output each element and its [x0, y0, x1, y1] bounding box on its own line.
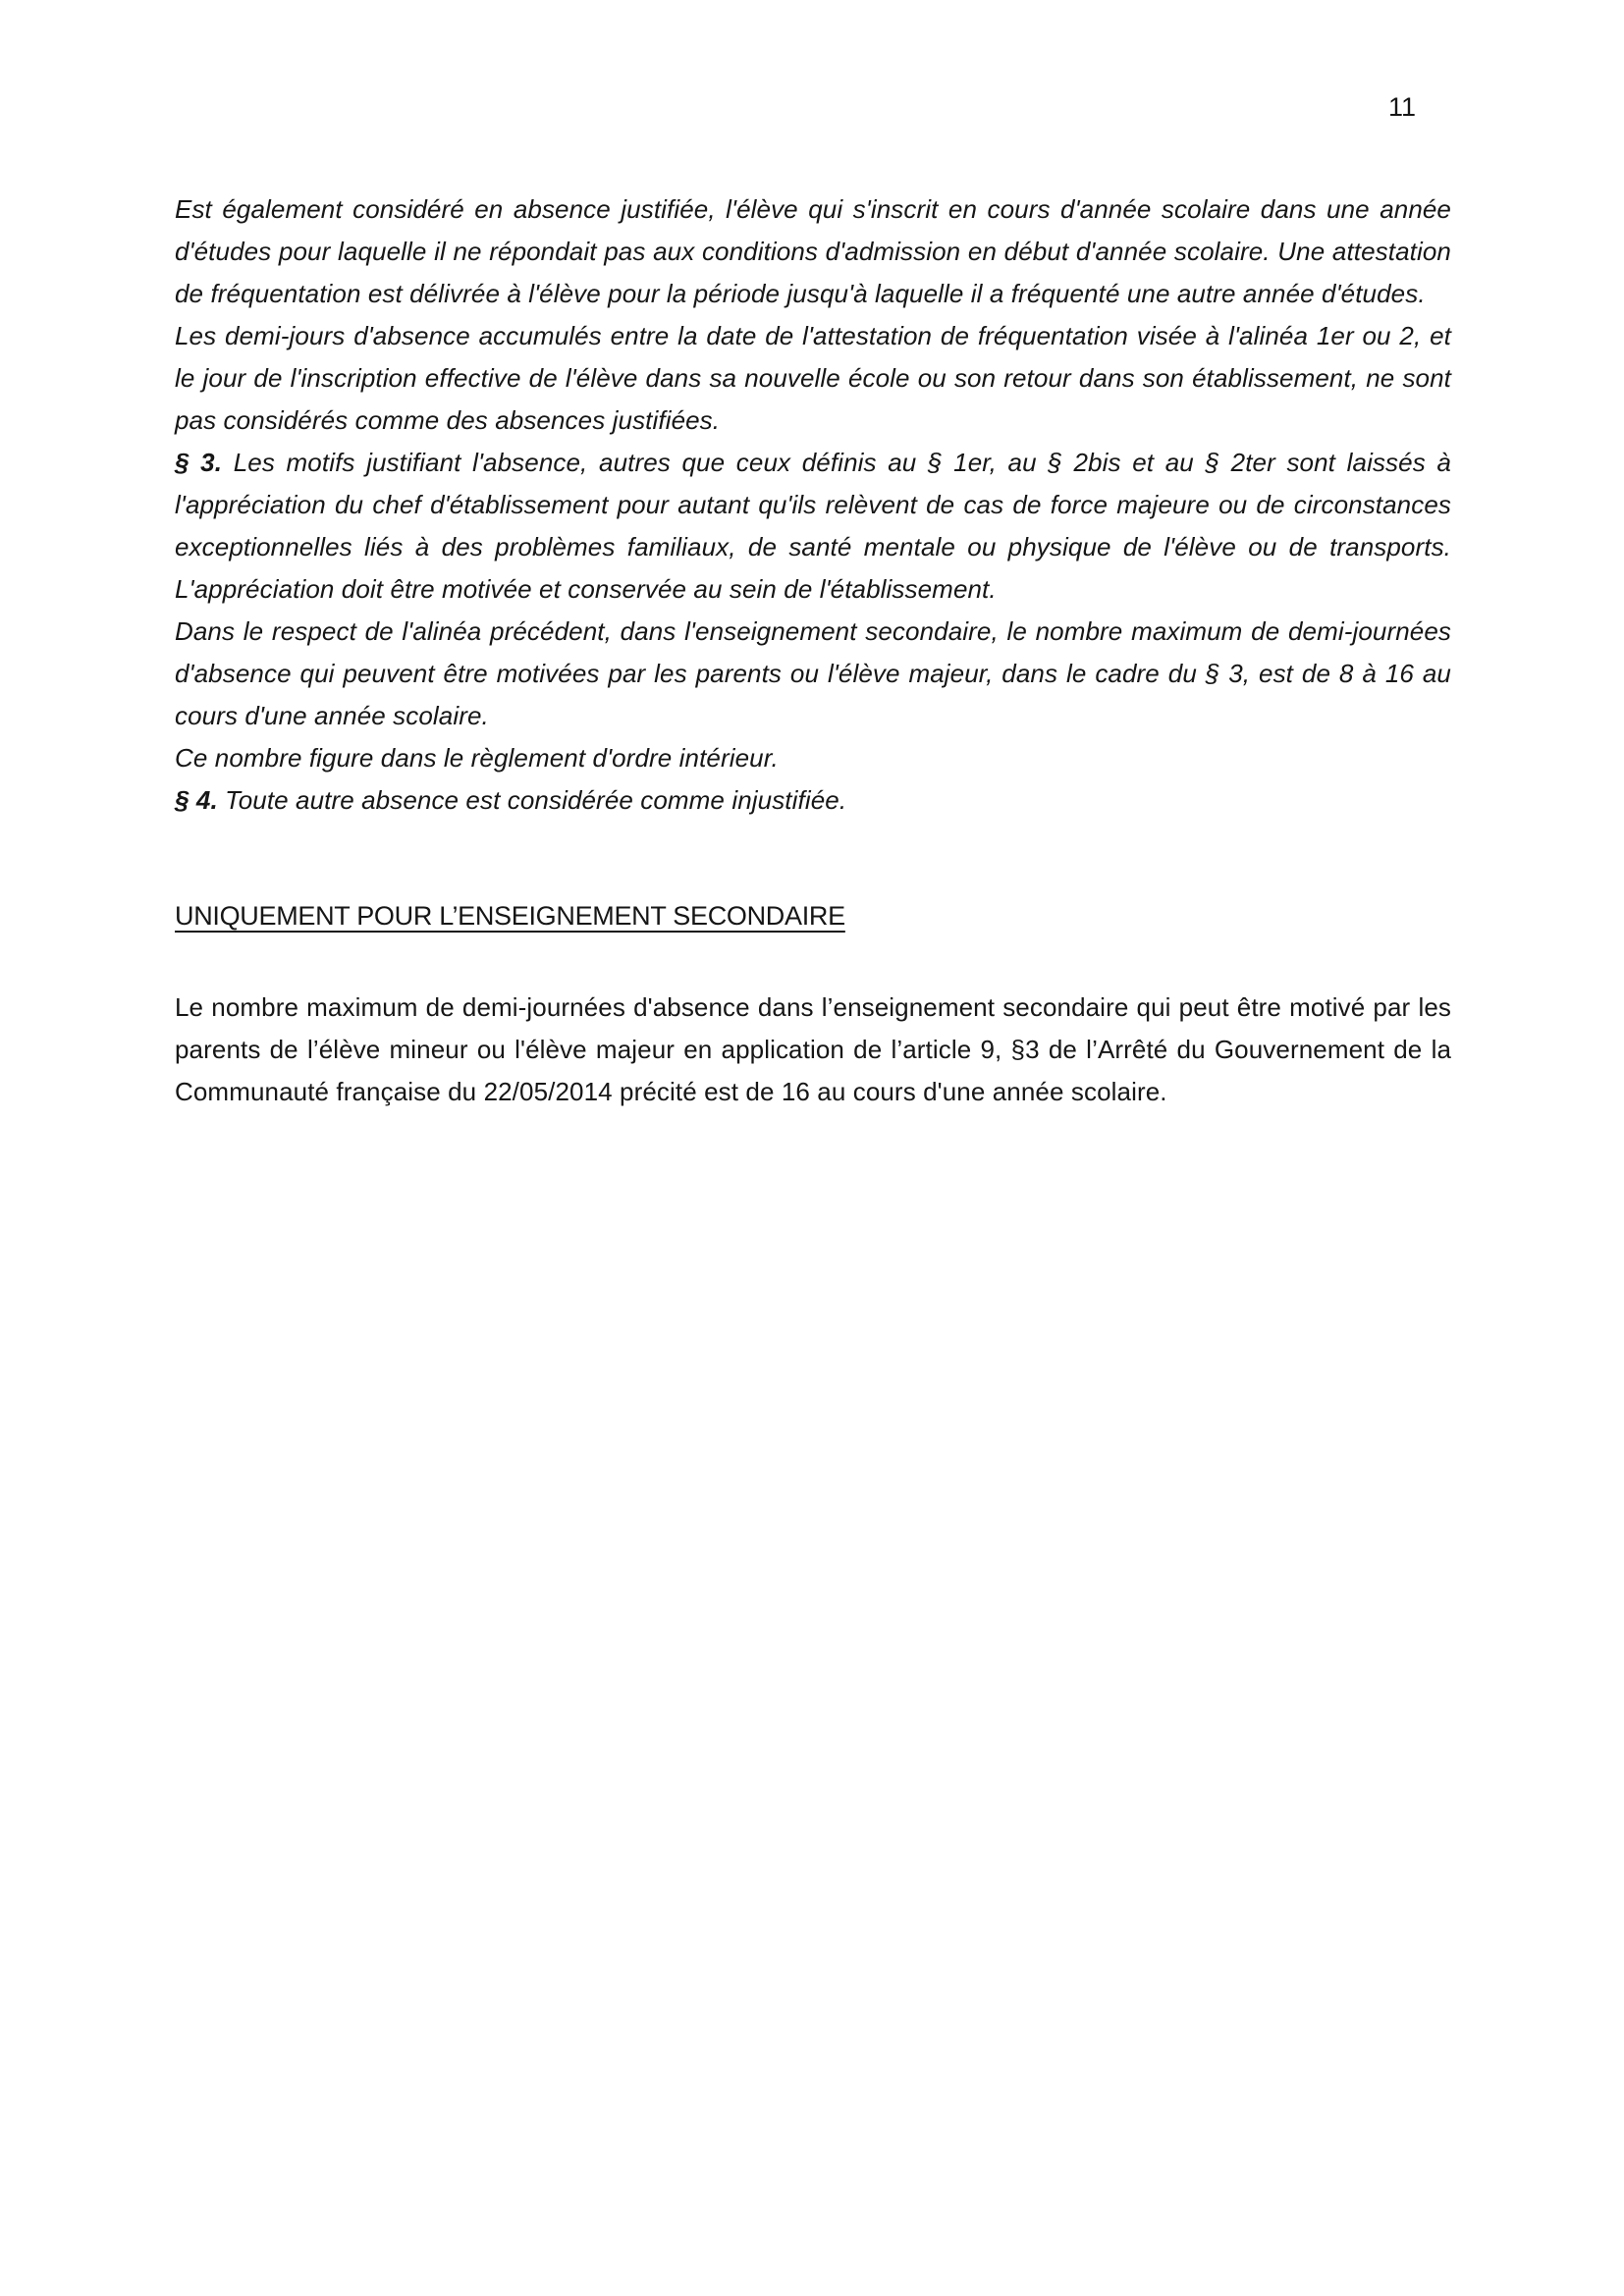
document-body — [175, 188, 1451, 1113]
paragraph-demi-jours — [175, 315, 1451, 442]
section-heading-enseignement-secondaire: UNIQUEMENT POUR L’ENSEIGNEMENT SECONDAIRE — [175, 901, 845, 931]
paragraph-text: Dans le respect de l'alinéa précédent, dans l'enseignement secondaire, le nombre maximum de demi-journées d'absence qui peuvent être motivées par les parents ou l'élève majeur, dans le cadre du § 3, est de 8 à 16 au cours d'une année scolaire. — [175, 616, 1451, 730]
paragraph-text: Est également considéré en absence justifiée, l'élève qui s'inscrit en cours d'année scolaire dans une année d'études pour laquelle il ne répondait pas aux conditions d'admission en début d'année scolaire. Une attestation de fréquentation est délivrée à l'élève pour la période jusqu'à laquelle il a fréquenté une autre année d'études. — [175, 194, 1451, 308]
paragraph-text: Les motifs justifiant l'absence, autres que ceux définis au § 1er, au § 2bis et au § 2ter sont laissés à l'appréciation du chef d'établissement pour autant qu'ils relèvent de cas de force majeure ou de circonstances exceptionnelles liés à des problèmes familiaux, de santé mentale ou physique de l'élève ou de transports. L'appréciation doit être motivée et conservée au sein de l'établissement. — [175, 448, 1451, 604]
paragraph-text: Toute autre absence est considérée comme injustifiée. — [217, 785, 847, 815]
paragraph-text: Les demi-jours d'absence accumulés entre la date de l'attestation de fréquentation visée à l'alinéa 1er ou 2, et le jour de l'inscription effective de l'élève dans sa nouvelle école ou son retour dans son établissement, ne sont pas considérés comme des absences justifiées. — [175, 321, 1451, 435]
paragraph-absence-justifiee — [175, 188, 1451, 315]
page-number: 11 — [1388, 92, 1417, 122]
paragraph-section-4 — [175, 779, 1451, 822]
paragraph-respect-alinea — [175, 611, 1451, 737]
section-4-label: § 4. — [175, 785, 218, 815]
section-3-label: § 3. — [175, 448, 223, 477]
paragraph-section-3 — [175, 442, 1451, 611]
paragraph-reglement — [175, 737, 1451, 779]
final-paragraph: Le nombre maximum de demi-journées d'absence dans l’enseignement secondaire qui peut être motivé par les parents de l’élève mineur ou l'élève majeur en application de l’article 9, §3 de l’Arrêté du Gouvernement de la Communauté française du 22/05/2014 précité est de 16 au cours d'une année scolaire. — [175, 992, 1451, 1106]
paragraph-text: Ce nombre figure dans le règlement d'ordre intérieur. — [175, 743, 779, 773]
